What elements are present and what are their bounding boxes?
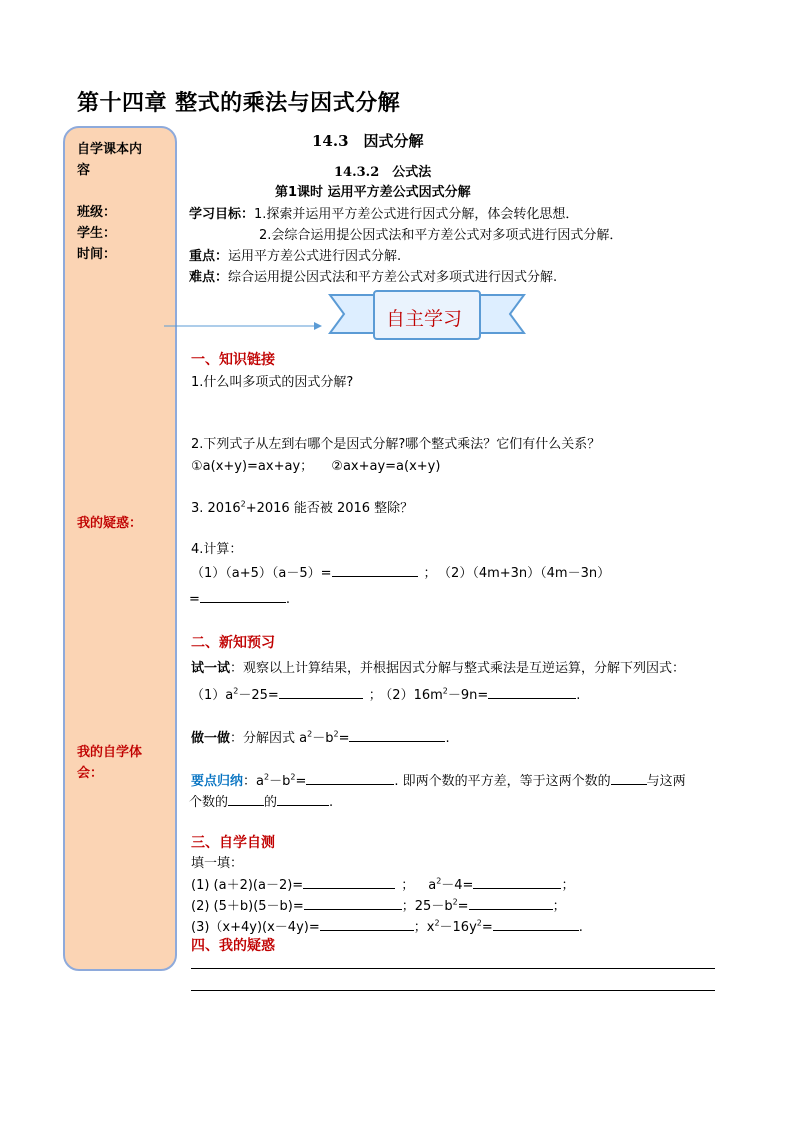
goals-label: 学习目标：	[189, 207, 255, 222]
subsection-title: 14.3.2 公式法	[334, 165, 432, 180]
answer-blank[interactable]	[493, 918, 579, 931]
q4-separator: ；	[423, 566, 437, 581]
answer-line[interactable]	[191, 968, 715, 969]
do-text-b: －b	[312, 731, 334, 746]
q4-equals: =	[189, 592, 200, 607]
exercise-1d: －4=	[441, 878, 474, 893]
goal-item-1: 1.探索并运用平方差公式进行因式分解，体会转化思想．	[254, 207, 579, 222]
superscript: 2	[307, 729, 313, 739]
try-label: 试一试	[191, 661, 231, 676]
part2-heading: 二、新知预习	[191, 635, 275, 651]
student-label: 学生：	[77, 226, 117, 241]
superscript: 2	[434, 918, 440, 928]
answer-blank[interactable]	[473, 876, 561, 889]
q2-expression-2: ②ax+ay=a(x+y)	[331, 459, 441, 474]
superscript: 2	[436, 876, 442, 886]
question-2: 2.下列式子从左到右哪个是因式分解?哪个整式乘法？它们有什么关系？	[191, 437, 601, 452]
try-2a: （2）16m	[385, 688, 443, 703]
q3-superscript: 2	[240, 499, 246, 509]
exercise-1e: ；	[561, 878, 575, 893]
goal-item-2: 2.会综合运用提公因式法和平方差公式对多项式进行因式分解．	[259, 228, 623, 243]
exercise-2d: ；	[552, 899, 566, 914]
chapter-title: 第十四章 整式的乘法与因式分解	[77, 91, 401, 116]
question-4: 4.计算：	[191, 542, 243, 557]
answer-blank[interactable]	[320, 918, 414, 931]
try-2b: －9n=	[447, 688, 489, 703]
superscript: 2	[233, 686, 239, 696]
superscript: 2	[290, 772, 296, 782]
answer-blank[interactable]	[611, 772, 647, 785]
superscript: 2	[263, 772, 270, 782]
exercise-2b: ；25－b	[401, 899, 453, 914]
exercise-2a: (2) (5＋b)(5－b)=	[191, 899, 304, 914]
summary-label: 要点归纳	[191, 774, 244, 789]
try-end: .	[576, 688, 581, 703]
lesson-title: 第1课时 运用平方差公式因式分解	[275, 185, 471, 200]
q4-part2: （2）（4m+3n）（4m－3n）	[444, 566, 611, 581]
banner-text: 自主学习	[386, 308, 463, 330]
exercise-1b: ；	[401, 878, 415, 893]
superscript: 2	[333, 729, 339, 739]
exercise-3b: ；x	[413, 920, 435, 935]
q2-expression-1: ①a(x+y)=ax+ay；	[191, 459, 314, 474]
superscript: 2	[452, 897, 458, 907]
banner-ribbon	[328, 287, 528, 347]
exercise-3a: (3)（x+4y)(x－4y)=	[191, 920, 320, 935]
try-1a: （1）a	[191, 688, 234, 703]
q3-text-b: +2016 能否被 2016 整除？	[245, 501, 414, 516]
q4-part1: （1）（a+5）（a－5）=	[191, 566, 332, 581]
summary-c: =	[295, 774, 307, 789]
exercise-3c: －16y	[439, 920, 477, 935]
doubts-label: 我的疑惑：	[77, 516, 143, 531]
summary-b: －b	[269, 774, 291, 789]
superscript: 2	[476, 918, 482, 928]
do-end: .	[445, 731, 450, 746]
answer-blank[interactable]	[306, 772, 394, 785]
exercise-3e: .	[578, 920, 583, 935]
try-separator: ；	[368, 688, 382, 703]
answer-blank[interactable]	[488, 686, 576, 699]
q3-text-a: 3. 2016	[191, 501, 241, 516]
answer-blank[interactable]	[349, 729, 445, 742]
do-text-a: ：分解因式 a	[230, 731, 308, 746]
fill-label: 填一填：	[191, 856, 244, 871]
difficulty-text: 综合运用提公因式法和平方差公式对多项式进行因式分解.	[228, 270, 558, 285]
section-title: 14.3 因式分解	[312, 132, 424, 150]
answer-line[interactable]	[191, 990, 715, 991]
experience-label-line2: 会：	[77, 766, 104, 781]
answer-blank[interactable]	[469, 897, 553, 910]
summary-f: 个数的	[189, 795, 229, 810]
answer-blank[interactable]	[200, 590, 286, 603]
exercise-2c: =	[457, 899, 469, 914]
superscript: 2	[442, 686, 448, 696]
exercise-1a: (1) (a＋2)(a－2)=	[191, 878, 304, 893]
try-text: ：观察以上计算结果，并根据因式分解与整式乘法是互逆运算，分解下列因式：	[230, 661, 686, 676]
arrow-icon	[164, 318, 324, 334]
difficulty-label: 难点：	[189, 270, 229, 285]
q4-end: .	[285, 592, 291, 607]
key-point-label: 重点：	[189, 249, 229, 264]
sidebar-title-line2: 容	[77, 163, 91, 178]
part4-heading: 四、我的疑惑	[191, 938, 275, 954]
part1-heading: 一、知识链接	[191, 352, 275, 368]
answer-blank[interactable]	[303, 876, 395, 889]
sidebar-title-line1: 自学课本内	[77, 142, 143, 157]
answer-blank[interactable]	[304, 897, 402, 910]
exercise-1c: a	[428, 878, 437, 893]
summary-g: 的	[264, 795, 278, 810]
question-1: 1.什么叫多项式的因式分解?	[191, 375, 354, 390]
summary-e: 与这两	[646, 774, 686, 789]
time-label: 时间：	[77, 247, 117, 262]
answer-blank[interactable]	[279, 686, 363, 699]
class-label: 班级：	[77, 205, 117, 220]
answer-blank[interactable]	[277, 793, 329, 806]
question-3	[191, 497, 413, 516]
key-point-text: 运用平方差公式进行因式分解.	[228, 249, 402, 264]
summary-d: . 即两个数的平方差，等于这两个数的	[394, 774, 611, 789]
do-text-c: =	[338, 731, 350, 746]
answer-blank[interactable]	[332, 564, 418, 577]
part3-heading: 三、自学自测	[191, 835, 275, 851]
exercise-3d: =	[481, 920, 493, 935]
do-label: 做一做	[191, 731, 231, 746]
answer-blank[interactable]	[228, 793, 264, 806]
summary-a: ：a	[243, 774, 264, 789]
try-1b: －25=	[238, 688, 279, 703]
summary-end: .	[329, 795, 334, 810]
experience-label-line1: 我的自学体	[77, 745, 143, 760]
